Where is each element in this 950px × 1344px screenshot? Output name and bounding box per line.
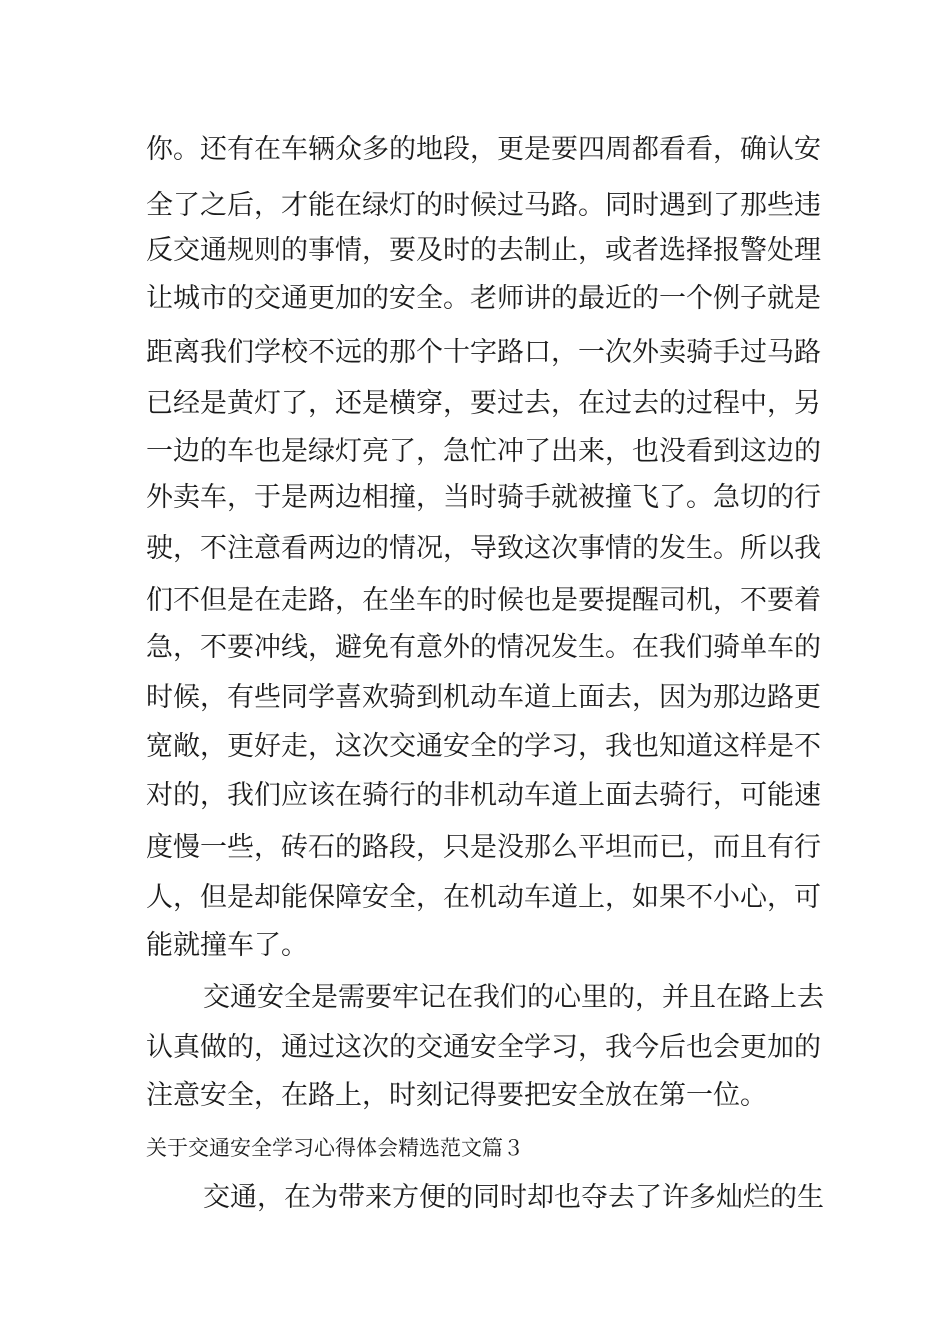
paragraph-1-line-10: 们不但是在走路，在坐车的时候也是要提醒司机，不要着 [146,585,821,616]
paragraph-1-line-11: 急，不要冲线，避免有意外的情况发生。在我们骑单车的 [146,632,821,663]
paragraph-1-line-17: 能就撞车了。 [146,930,308,961]
paragraph-1-line-3: 反交通规则的事情，要及时的去制止，或者选择报警处理 [146,235,821,266]
paragraph-1-line-12: 时候，有些同学喜欢骑到机动车道上面去，因为那边路更 [146,682,821,713]
paragraph-1-line-4: 让城市的交通更加的安全。老师讲的最近的一个例子就是 [146,283,821,314]
paragraph-2-line-2: 认真做的，通过这次的交通安全学习，我今后也会更加的 [146,1032,821,1063]
paragraph-1-line-2: 全了之后，才能在绿灯的时候过马路。同时遇到了那些违 [146,190,821,221]
paragraph-1-line-16: 人，但是却能保障安全，在机动车道上，如果不小心，可 [146,882,821,913]
paragraph-1-line-5: 距离我们学校不远的那个十字路口，一次外卖骑手过马路 [146,337,821,368]
paragraph-2-line-1: 交通安全是需要牢记在我们的心里的，并且在路上去 [203,982,824,1013]
paragraph-1-line-6: 已经是黄灯了，还是横穿，要过去，在过去的过程中，另 [146,388,821,419]
section-heading: 关于交通安全学习心得体会精选范文篇３ [146,1136,524,1160]
paragraph-2-line-3: 注意安全，在路上，时刻记得要把安全放在第一位。 [146,1080,767,1111]
paragraph-1-line-15: 度慢一些，砖石的路段，只是没那么平坦而已，而且有行 [146,832,821,863]
paragraph-3-line-1: 交通，在为带来方便的同时却也夺去了许多灿烂的生 [203,1182,824,1213]
paragraph-1-line-1: 你。还有在车辆众多的地段，更是要四周都看看，确认安 [146,134,821,165]
paragraph-1-line-13: 宽敞，更好走，这次交通安全的学习，我也知道这样是不 [146,731,821,762]
paragraph-1-line-14: 对的，我们应该在骑行的非机动车道上面去骑行，可能速 [146,780,821,811]
paragraph-1-line-7: 一边的车也是绿灯亮了，急忙冲了出来，也没看到这边的 [146,436,821,467]
paragraph-1-line-9: 驶，不注意看两边的情况，导致这次事情的发生。所以我 [146,533,821,564]
paragraph-1-line-8: 外卖车，于是两边相撞，当时骑手就被撞飞了。急切的行 [146,482,821,513]
